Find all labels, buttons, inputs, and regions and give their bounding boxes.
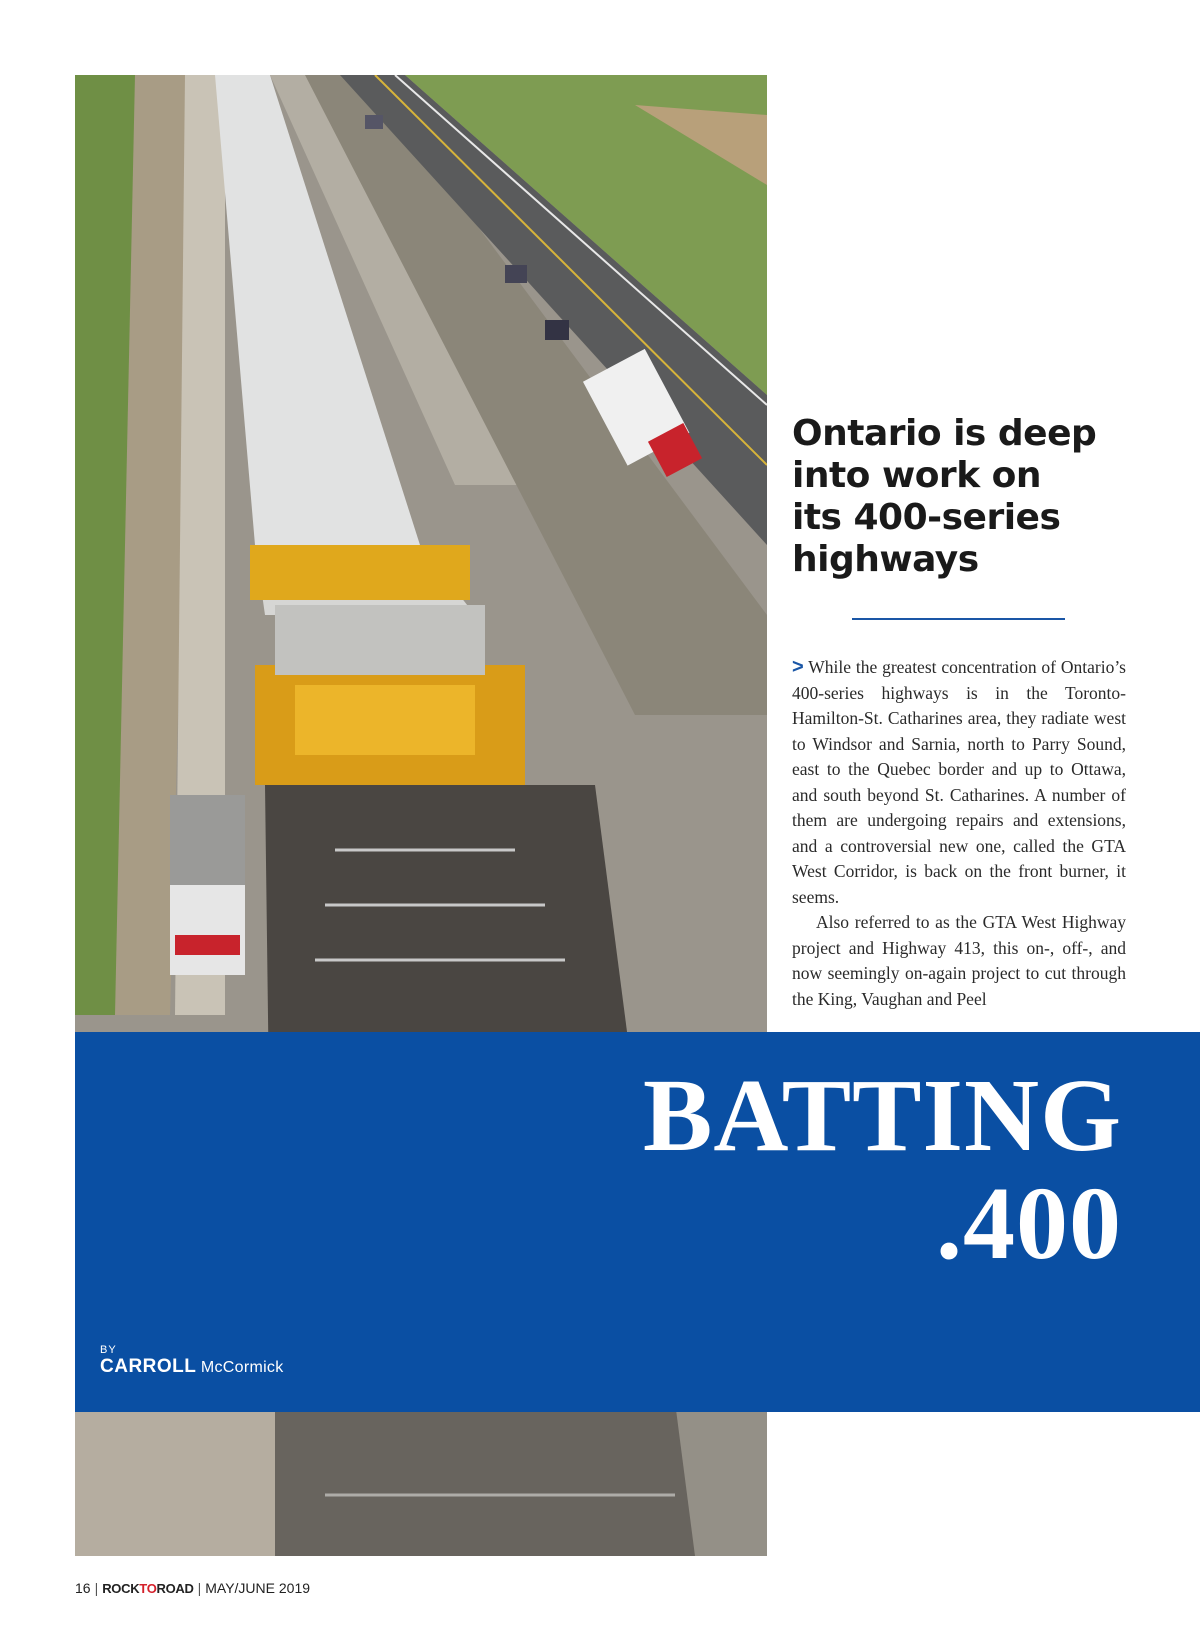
footer-separator: | bbox=[197, 1580, 202, 1596]
article-body bbox=[792, 655, 1126, 1012]
footer-separator: | bbox=[94, 1580, 99, 1596]
magazine-logo bbox=[102, 1581, 193, 1596]
article-paragraph-1 bbox=[792, 655, 1126, 910]
article-paragraph-2: Also referred to as the GTA West Highway project and Highway 413, this on-, off-, and now seemingly on-again project to cut through the King, Vaughan and Peel bbox=[792, 912, 1126, 1009]
page-footer bbox=[75, 1580, 310, 1596]
brand-road: ROAD bbox=[156, 1580, 194, 1596]
brand-rock: ROCK bbox=[102, 1580, 140, 1596]
banner-title-line-1: BATTING bbox=[643, 1058, 1122, 1173]
headline-divider bbox=[852, 618, 1065, 620]
author-first-name: CARROLL bbox=[100, 1356, 197, 1377]
banner-title bbox=[643, 1058, 1122, 1281]
article-headline: Ontario is deep into work on its 400-series highways bbox=[792, 413, 1097, 580]
banner-title-line-2: .400 bbox=[936, 1166, 1122, 1281]
issue-date: MAY/JUNE 2019 bbox=[205, 1580, 311, 1596]
lead-chevron-icon: > bbox=[792, 656, 804, 678]
byline bbox=[100, 1344, 284, 1378]
author-last-name: McCormick bbox=[200, 1359, 284, 1376]
byline-label: BY bbox=[100, 1344, 117, 1356]
page-number: 16 bbox=[75, 1580, 91, 1596]
brand-to: TO bbox=[139, 1580, 157, 1596]
paragraph-1-text: While the greatest concentration of Ontario’s 400-series highways is in the Toronto-Hamilton-St. Catharines area, they radiate west to Windsor and Sarnia, north to Parry Sound, east to the Quebec border and up to Ottawa, and south beyond St. Catharines. A number of them are undergoing repairs and extensions, and a controversial new one, called the GTA West Corridor, is back on the front burner, it seems. bbox=[792, 657, 1126, 907]
title-banner bbox=[75, 1032, 1200, 1412]
